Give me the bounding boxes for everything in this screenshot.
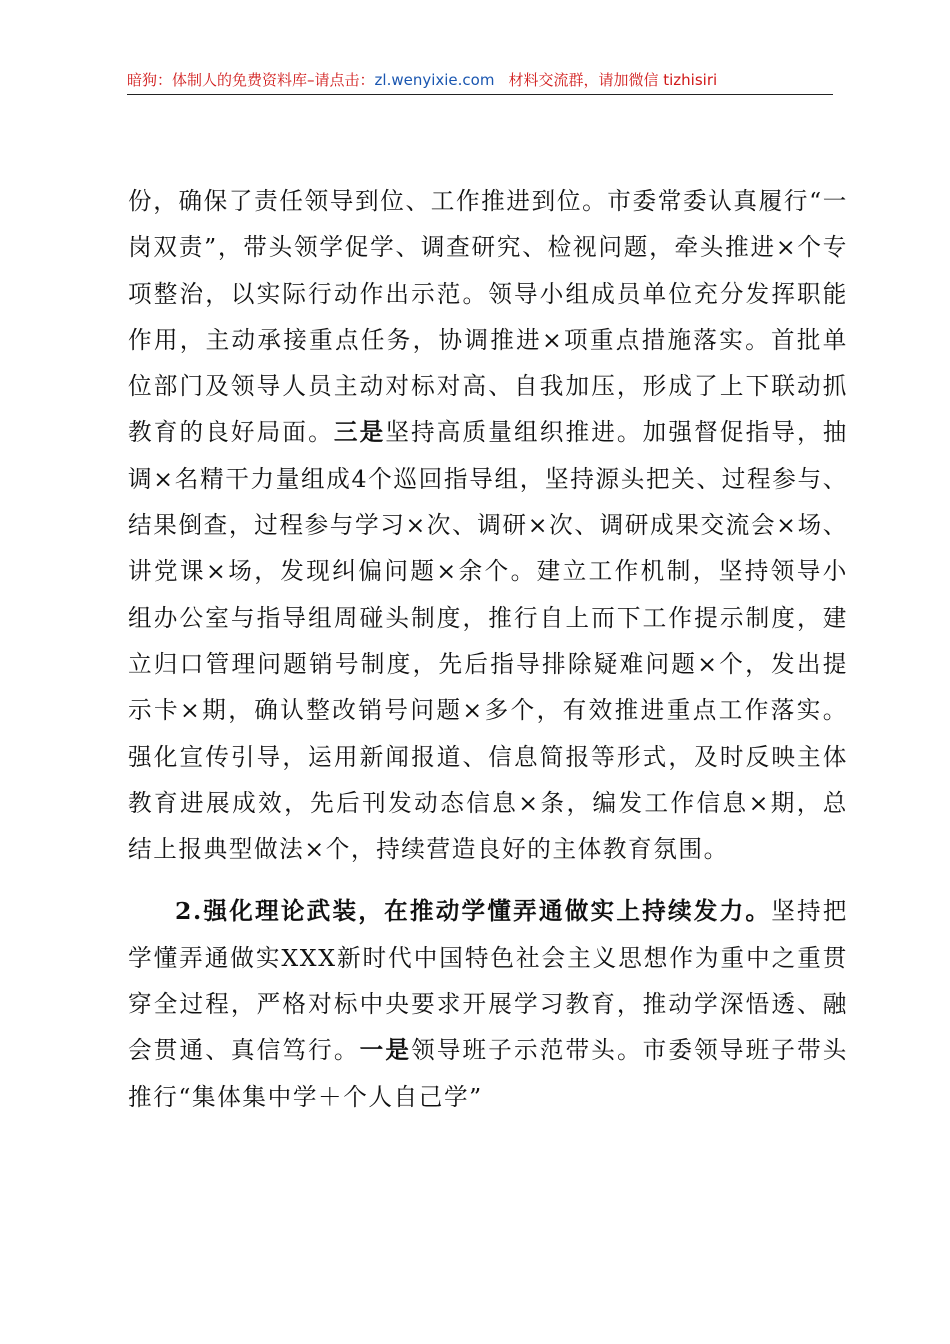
paragraph-2-text-b: 领导班子示范带头。市委领导班子带头推行“集体集中学＋个人自己学” [128,1036,848,1111]
paragraph-2-heading: 2.强化理论武装，在推动学懂弄通做实上持续发力。 [175,897,772,926]
header-group-text: 材料交流群，请加微信 tizhisiri [508,71,718,89]
header-click-prefix: –请点击： [307,71,375,89]
paragraph-1-emphasis: 三是 [333,418,386,447]
paragraph-2 [128,888,848,1119]
header-site-name: 暗狗：体制人的免费资料库 [127,71,308,89]
header-url-link[interactable]: zl.wenyixie.com [374,71,495,89]
paragraph-2-emphasis: 一是 [359,1036,412,1065]
paragraph-1-text-a: 份，确保了责任领导到位、工作推进到位。市委常委认真履行“一岗双责”，带头领学促学、调查研究、检视问题，牵头推进×个专项整治，以实际行动作出示范。领导小组成员单位充分发挥职能作用，主动承接重点任务，协调推进×项重点措施落实。首批单位部门及领导人员主动对标对高、自我加压，形成了上下联动抓教育的良好局面。 [128,187,848,447]
page-header [127,68,833,95]
paragraph-1-text-b: 坚持高质量组织推进。加强督促指导，抽调×名精干力量组成4个巡回指导组，坚持源头把关、过程参与、结果倒查，过程参与学习×次、调研×次、调研成果交流会×场、讲党课×场，发现纠偏问题×余个。建立工作机制，坚持领导小组办公室与指导组周碰头制度，推行自上而下工作提示制度，建立归口管理问题销号制度，先后指导排除疑难问题×个，发出提示卡×期，确认整改销号问题×多个，有效推进重点工作落实。强化宣传引导，运用新闻报道、信息简报等形式，及时反映主体教育进展成效，先后刊发动态信息×条，编发工作信息×期，总结上报典型做法×个，持续营造良好的主体教育氛围。 [128,418,848,864]
document-body [128,178,848,1120]
paragraph-2-text-a: 坚持把学懂弄通做实XXX新时代中国特色社会主义思想作为重中之重贯穿全过程，严格对标中央要求开展学习教育，推动学深悟透、融会贯通、真信笃行。 [128,897,848,1065]
paragraph-1 [128,178,848,872]
